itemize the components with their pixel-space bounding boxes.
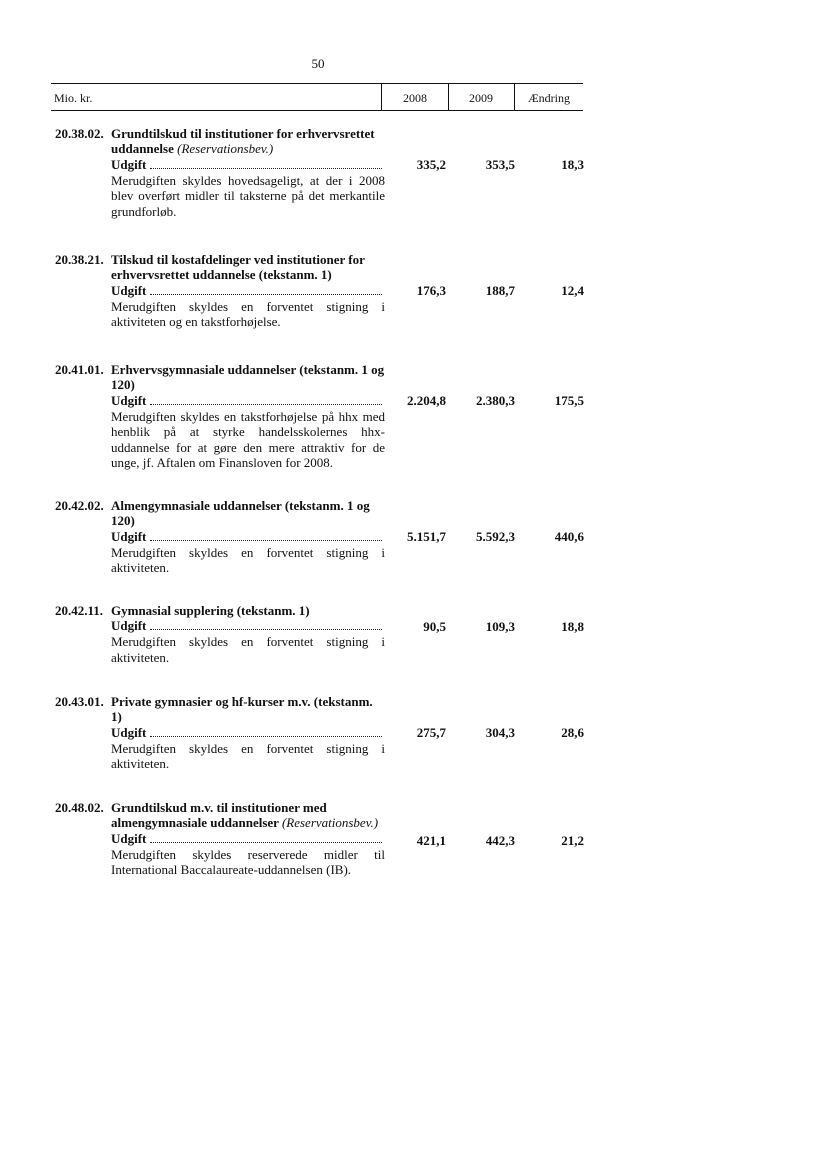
entry-body xyxy=(111,126,385,219)
entry-body xyxy=(111,362,385,470)
value-change: 28,6 xyxy=(561,725,584,740)
account-code: 20.43.01. xyxy=(55,694,104,709)
value-change: 175,5 xyxy=(554,393,584,408)
value-2009: 5.592,3 xyxy=(476,529,515,544)
entry-note: Merudgiften skyldes reserverede midler til International Baccalaureate-uddannelsen (IB). xyxy=(111,846,385,878)
entry-note: Merudgiften skyldes en takstforhøjelse på hhx med henblik på at styrke handelsskolernes hhx-uddannelse for at gøre den mere attraktiv for de unge, jf. Aftalen om Finansloven for 2008. xyxy=(111,408,385,471)
value-2009: 109,3 xyxy=(485,619,515,634)
udgift-line: Udgift xyxy=(111,618,385,634)
account-code: 20.38.21. xyxy=(55,252,104,267)
udgift-line: Udgift xyxy=(111,393,385,409)
value-2008: 176,3 xyxy=(416,283,446,298)
entry-body xyxy=(111,498,385,576)
account-code: 20.48.02. xyxy=(55,800,104,815)
entry-title: Grundtilskud til institutioner for erhvervsrettet uddannelse (Reservationsbev.) xyxy=(111,126,375,157)
entry-title: Erhvervsgymnasiale uddannelser (tekstanm. 1 og 120) xyxy=(111,362,385,393)
value-change: 440,6 xyxy=(554,529,584,544)
entry-note: Merudgiften skyldes en forventet stigning i aktiviteten. xyxy=(111,740,385,772)
header-col-2008: 2008 xyxy=(381,84,449,110)
value-2009: 2.380,3 xyxy=(476,393,515,408)
account-code: 20.38.02. xyxy=(55,126,104,141)
value-2009: 304,3 xyxy=(485,725,515,740)
entry-body xyxy=(111,252,385,330)
entry-body xyxy=(111,800,385,878)
value-2008: 90,5 xyxy=(423,619,446,634)
value-2009: 353,5 xyxy=(485,157,515,172)
entry-note: Merudgiften skyldes en forventet stigning i aktiviteten. xyxy=(111,544,385,576)
value-2008: 2.204,8 xyxy=(407,393,446,408)
table-header xyxy=(51,83,583,111)
entry-note: Merudgiften skyldes hovedsageligt, at der i 2008 blev overført midler til taksterne på det merkantile grundforløb. xyxy=(111,172,385,219)
header-col-2009: 2009 xyxy=(448,84,515,110)
value-change: 21,2 xyxy=(561,833,584,848)
value-2009: 442,3 xyxy=(485,833,515,848)
udgift-line: Udgift xyxy=(111,157,385,173)
account-code: 20.42.02. xyxy=(55,498,104,513)
entry-body xyxy=(111,603,385,665)
udgift-line: Udgift xyxy=(111,831,385,847)
reservation-note: (Reservationsbev.) xyxy=(177,141,274,157)
entry-title: Tilskud til kostafdelinger ved institutioner for erhvervsrettet uddannelse (tekstanm. 1) xyxy=(111,252,365,283)
value-2008: 421,1 xyxy=(416,833,446,848)
value-2008: 275,7 xyxy=(416,725,446,740)
value-2008: 335,2 xyxy=(416,157,446,172)
entry-title: Grundtilskud m.v. til institutioner med almengymnasiale uddannelser (Reservationsbev.) xyxy=(111,800,379,831)
entry-title: Gymnasial supplering (tekstanm. 1) xyxy=(111,603,310,618)
entry-title: Almengymnasiale uddannelser (tekstanm. 1 og 120) xyxy=(111,498,370,529)
reservation-note: (Reservationsbev.) xyxy=(281,815,379,831)
account-code: 20.42.11. xyxy=(55,603,104,618)
value-2008: 5.151,7 xyxy=(407,529,446,544)
entry-body xyxy=(111,694,385,772)
udgift-line: Udgift xyxy=(111,283,385,299)
entry-title: Private gymnasier og hf-kurser m.v. (tekstanm. 1) xyxy=(111,694,373,725)
udgift-line: Udgift xyxy=(111,529,385,545)
header-unit-label: Mio. kr. xyxy=(54,91,93,105)
udgift-line: Udgift xyxy=(111,725,385,741)
header-col-change: Ændring xyxy=(528,91,570,105)
value-change: 18,8 xyxy=(561,619,584,634)
value-change: 12,4 xyxy=(561,283,584,298)
account-code: 20.41.01. xyxy=(55,362,104,377)
entry-note: Merudgiften skyldes en forventet stigning i aktiviteten. xyxy=(111,634,385,665)
value-2009: 188,7 xyxy=(485,283,515,298)
value-change: 18,3 xyxy=(561,157,584,172)
page-number: 50 xyxy=(311,56,325,71)
entry-note: Merudgiften skyldes en forventet stigning i aktiviteten og en takstforhøjelse. xyxy=(111,298,385,330)
